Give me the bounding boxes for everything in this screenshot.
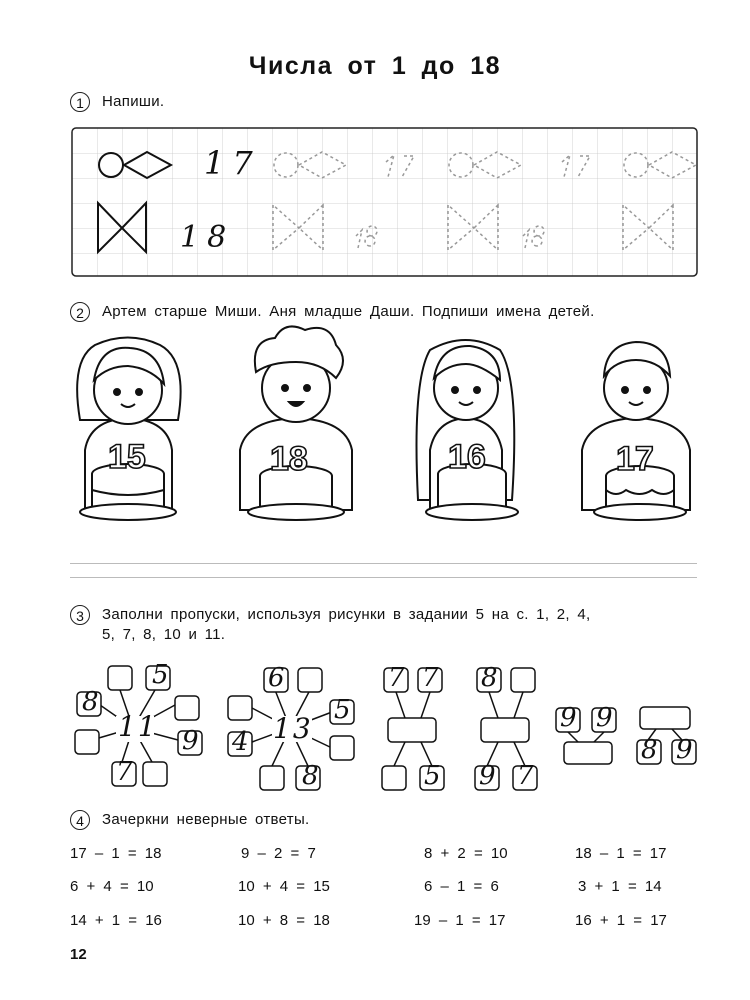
task-4-text: Зачеркни неверные ответы. <box>102 811 310 828</box>
star2-left: 4 <box>232 727 249 757</box>
tree1-top-left: 7 <box>388 663 405 693</box>
task-number-1: 1 <box>70 92 90 112</box>
equation[interactable]: 10 + 4 = 15 <box>238 878 330 895</box>
page-number: 12 <box>70 946 87 963</box>
star1-left: 8 <box>82 687 99 717</box>
equation[interactable]: 17 – 1 = 18 <box>70 845 162 862</box>
equation[interactable]: 8 + 2 = 10 <box>424 845 508 862</box>
star1-top: 5 <box>152 660 169 690</box>
pair1-right: 9 <box>596 703 613 733</box>
task-number-4: 4 <box>70 810 90 830</box>
equation[interactable]: 18 – 1 = 17 <box>575 845 667 862</box>
tree2-bottom-left: 9 <box>479 761 496 791</box>
tree2-top-left: 8 <box>481 663 498 693</box>
star1-right: 9 <box>182 726 199 756</box>
pair1-left: 9 <box>560 703 577 733</box>
star2-center: 13 <box>273 712 313 745</box>
equation[interactable]: 6 – 1 = 6 <box>424 878 499 895</box>
cake-number-2: 18 <box>270 440 308 478</box>
tree1-top-right: 7 <box>422 663 439 693</box>
cake-number-4: 17 <box>616 440 654 478</box>
star1-center: 11 <box>118 710 158 743</box>
equation[interactable]: 14 + 1 = 16 <box>70 912 162 929</box>
task-1-text: Напиши. <box>102 93 165 110</box>
equation[interactable]: 9 – 2 = 7 <box>241 845 316 862</box>
star2-bottom: 8 <box>302 761 319 791</box>
task-number-2: 2 <box>70 302 90 322</box>
page-title: Числа от 1 до 18 <box>248 52 502 80</box>
cake-number-1: 15 <box>108 438 146 476</box>
pair2-right: 9 <box>676 735 693 765</box>
writing-sample-17: 17 <box>204 144 261 182</box>
equation[interactable]: 19 – 1 = 17 <box>414 912 506 929</box>
cake-number-3: 16 <box>448 438 486 476</box>
equation[interactable]: 10 + 8 = 18 <box>238 912 330 929</box>
tree1-bottom-right: 5 <box>424 761 441 791</box>
equation[interactable]: 16 + 1 = 17 <box>575 912 667 929</box>
star2-right: 5 <box>334 695 351 725</box>
equation[interactable]: 6 + 4 = 10 <box>70 878 154 895</box>
task-number-3: 3 <box>70 605 90 625</box>
writing-sample-18: 18 <box>180 220 235 255</box>
star1-bottom: 7 <box>116 757 133 787</box>
tree2-bottom-right: 7 <box>517 761 534 791</box>
task-3-text-line1: Заполни пропуски, используя рисунки в задании 5 на с. 1, 2, 4, <box>102 606 591 623</box>
pair2-left: 8 <box>641 735 658 765</box>
star2-top: 6 <box>268 663 285 693</box>
task-3-text-line2: 5, 7, 8, 10 и 11. <box>102 626 226 643</box>
equation[interactable]: 3 + 1 = 14 <box>578 878 662 895</box>
task-2-text: Артем старше Миши. Аня младше Даши. Подпиши имена детей. <box>102 303 595 320</box>
